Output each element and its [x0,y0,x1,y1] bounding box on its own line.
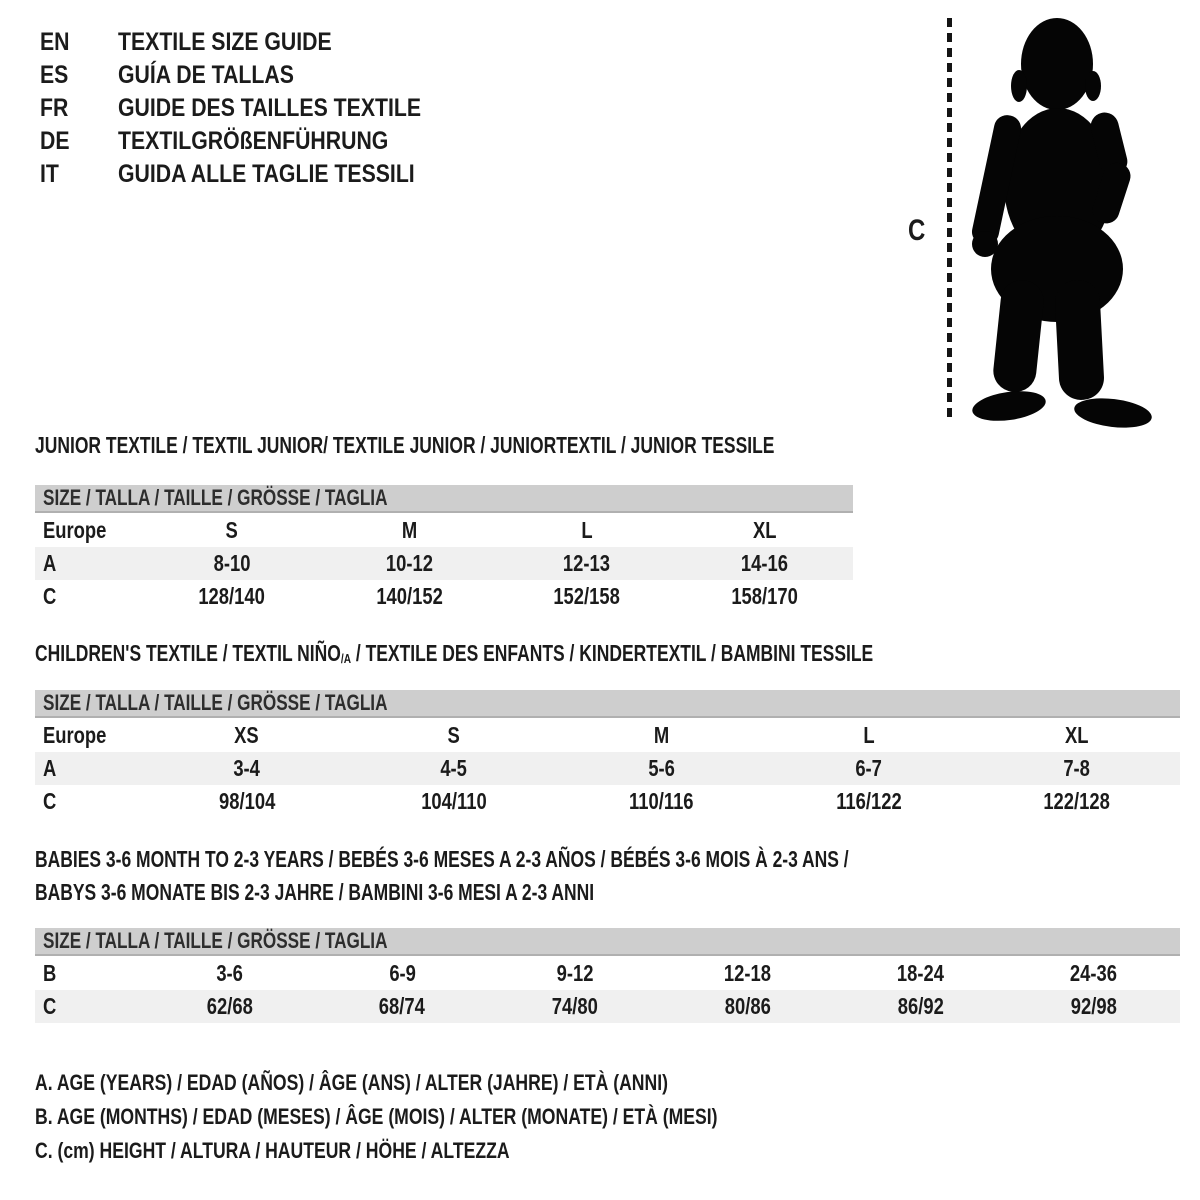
table-cell: 92/98 [1070,993,1117,1019]
table-cell: 8-10 [213,550,251,576]
language-code: DE [40,127,70,155]
table-cell: 9-12 [556,959,594,986]
table-cell: 80/86 [724,993,771,1019]
junior-columns-row [35,513,853,547]
language-row-en [40,26,475,59]
table-cell: 24-36 [1070,959,1118,986]
language-code: IT [40,160,59,188]
row-label: A [43,755,57,781]
junior-section-title: JUNIOR TEXTILE / TEXTIL JUNIOR/ TEXTILE JUNIOR / JUNIORTEXTIL / JUNIOR TESSILE [35,432,775,458]
junior-size-table [35,513,853,613]
language-row-de [40,125,475,158]
babies-row-height [35,990,1180,1023]
legend-line-c: C. (cm) HEIGHT / ALTURA / HAUTEUR / HÖHE / ALTEZZA [35,1138,510,1163]
height-measure-dashed-line [947,18,952,417]
table-cell: 4-5 [440,755,468,781]
language-row-fr [40,92,475,125]
page-title-en: TEXTILE SIZE GUIDE [118,28,332,56]
table-cell: 7-8 [1062,755,1090,781]
column-header: S [225,516,238,543]
column-header: L [581,516,593,543]
table-cell: 116/122 [836,788,902,814]
language-code: FR [40,94,69,122]
table-cell: 18-24 [897,959,945,986]
column-header: M [401,516,417,543]
babies-size-table [35,956,1180,1023]
junior-size-header-bar: SIZE / TALLA / TAILLE / GRÖSSE / TAGLIA [35,485,853,513]
table-cell: 158/170 [730,583,798,609]
legend-line-a: A. AGE (YEARS) / EDAD (AÑOS) / ÂGE (ANS) / ALTER (JAHRE) / ETÀ (ANNI) [35,1070,668,1095]
babies-section-title: BABIES 3-6 MONTH TO 2-3 YEARS / BEBÉS 3-6 MESES A 2-3 AÑOS / BÉBÉS 3-6 MOIS À 2-3 ANS / BABYS 3-6 MONATE BIS 2-3 JAHRE / BAMBINI 3-6 MESI A 2-3 ANNI [35,846,849,905]
column-header: Europe [43,516,107,543]
babies-row-age-months [35,956,1180,990]
table-cell: 3-4 [233,755,260,781]
table-cell: 62/68 [206,993,253,1019]
language-row-es [40,59,475,92]
language-title-list [40,26,475,191]
column-header: Europe [43,721,107,748]
table-cell: 6-7 [855,755,883,781]
height-measure-label: C [908,214,926,247]
table-cell: 140/152 [375,583,443,609]
row-label: C [43,583,57,609]
table-cell: 3-6 [216,959,243,986]
page-title-es: GUÍA DE TALLAS [118,61,294,89]
language-code: ES [40,61,69,89]
table-cell: 5-6 [648,755,675,781]
column-header: XS [234,721,259,748]
column-header: XL [1064,721,1089,748]
table-cell: 110/116 [629,788,694,814]
children-row-height [35,785,1180,818]
table-cell: 6-9 [388,959,416,986]
table-cell: 128/140 [198,583,265,609]
legend [35,1066,888,1168]
table-cell: 122/128 [1043,788,1110,814]
row-label: C [43,993,57,1019]
legend-line-b: B. AGE (MONTHS) / EDAD (MESES) / ÂGE (MOIS) / ALTER (MONATE) / ETÀ (MESI) [35,1104,718,1129]
toddler-silhouette-image [965,14,1165,429]
column-header: L [863,721,875,748]
table-cell: 10-12 [385,550,433,576]
column-header: M [653,721,670,748]
children-size-header-bar: SIZE / TALLA / TAILLE / GRÖSSE / TAGLIA [35,690,1180,718]
children-columns-row [35,718,1180,752]
column-header: XL [752,516,776,543]
table-cell: 74/80 [552,993,599,1019]
junior-row-age [35,547,853,580]
junior-row-height [35,580,853,613]
children-section-title: CHILDREN'S TEXTILE / TEXTIL NIÑO/A / TEXTILE DES ENFANTS / KINDERTEXTIL / BAMBINI TESSILE [35,640,874,666]
children-size-table [35,718,1180,818]
table-cell: 68/74 [379,993,426,1019]
language-row-it [40,158,475,191]
table-cell: 152/158 [553,583,620,609]
row-label: B [43,959,57,986]
babies-size-header-bar: SIZE / TALLA / TAILLE / GRÖSSE / TAGLIA [35,928,1180,956]
table-cell: 12-13 [563,550,611,576]
row-label: A [43,550,57,576]
children-row-age [35,752,1180,785]
page-title-de: TEXTILGRÖßENFÜHRUNG [118,127,389,155]
page-title-fr: GUIDE DES TAILLES TEXTILE [118,94,422,122]
table-cell: 104/110 [421,788,487,814]
column-header: S [447,721,461,748]
row-label: C [43,788,57,814]
table-cell: 12-18 [724,959,772,986]
table-cell: 14-16 [740,550,788,576]
page-title-it: GUIDA ALLE TAGLIE TESSILI [118,160,415,188]
table-cell: 98/104 [218,788,275,814]
language-code: EN [40,28,70,56]
table-cell: 86/92 [897,993,944,1019]
toddler-silhouette [965,14,1165,429]
